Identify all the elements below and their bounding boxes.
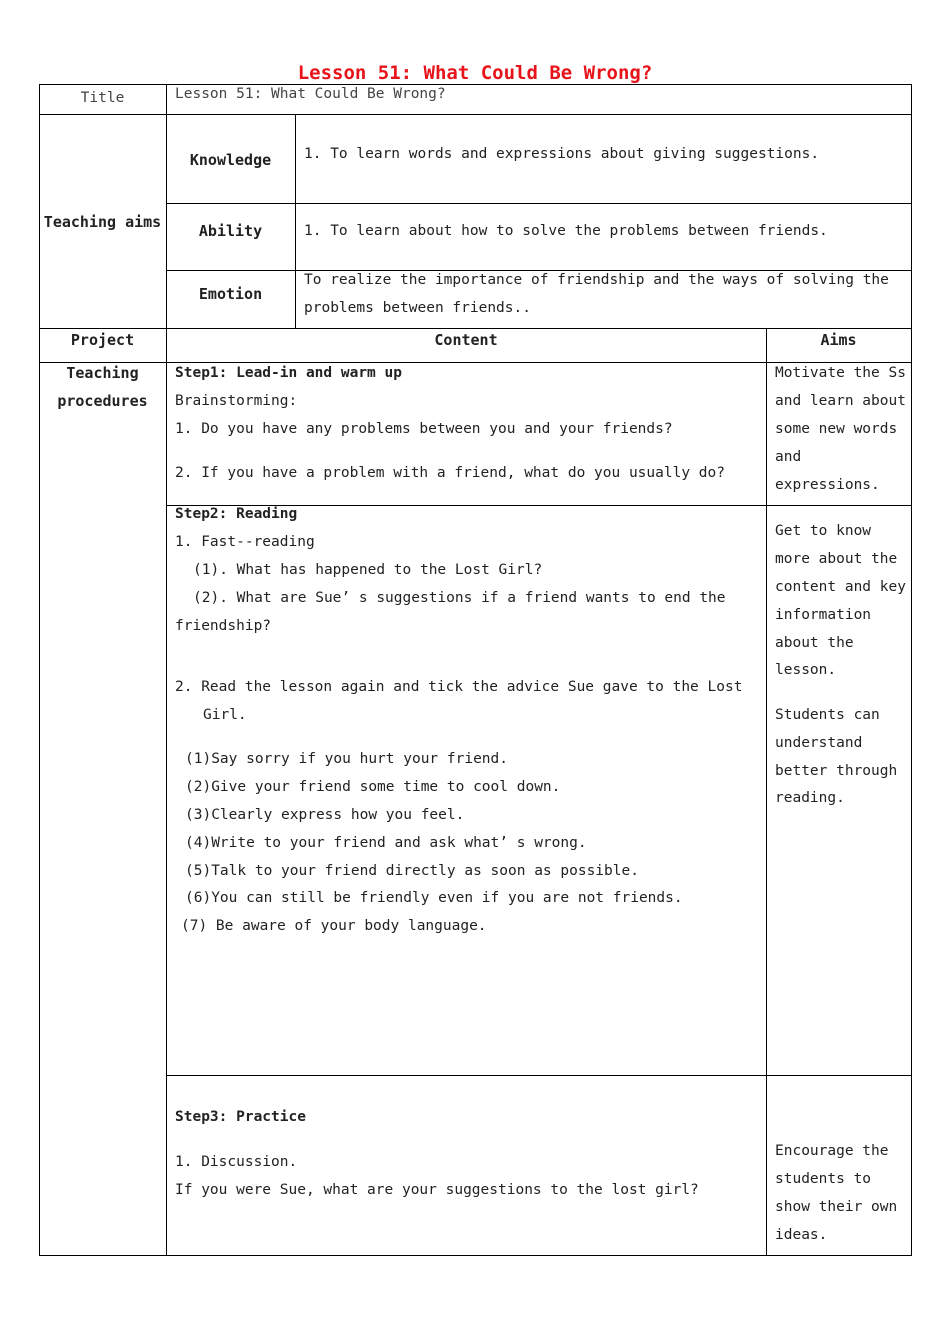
step1-question: 2. If you have a problem with a friend, what do you usually do? bbox=[175, 465, 725, 481]
step3-discussion: 1. Discussion. bbox=[175, 1154, 298, 1170]
step1-question: 1. Do you have any problems between you and your friends? bbox=[175, 421, 673, 437]
knowledge-label: Knowledge bbox=[189, 151, 272, 169]
table-border-bottom bbox=[39, 1255, 912, 1256]
emotion-text-line2: problems between friends.. bbox=[304, 300, 531, 316]
step1-subtitle: Brainstorming: bbox=[175, 393, 298, 409]
emotion-label: Emotion bbox=[198, 285, 263, 303]
table-border-right bbox=[911, 84, 912, 1256]
title-label: Title bbox=[80, 90, 125, 106]
ability-text: 1. To learn about how to solve the problems between friends. bbox=[304, 223, 828, 239]
step2-aims-line: information bbox=[775, 607, 872, 623]
step2-aims-line: reading. bbox=[775, 790, 845, 806]
advice-item: (7) Be aware of your body language. bbox=[181, 918, 487, 934]
advice-item: (1)Say sorry if you hurt your friend. bbox=[185, 751, 509, 767]
advice-item: (2)Give your friend some time to cool down. bbox=[185, 779, 561, 795]
step2-title: Step2: Reading bbox=[175, 506, 298, 522]
step3-aims-line: ideas. bbox=[775, 1227, 828, 1243]
step1-aims-line: Motivate the Ss bbox=[775, 365, 906, 381]
column-header-aims: Aims bbox=[820, 331, 857, 349]
step3-title: Step3: Practice bbox=[175, 1109, 306, 1125]
step2-reading-task: 2. Read the lesson again and tick the advice Sue gave to the Lost bbox=[175, 679, 743, 695]
step2-aims-line: about the bbox=[775, 635, 854, 651]
title-value: Lesson 51: What Could Be Wrong? bbox=[175, 86, 446, 102]
step2-fast-question-cont: friendship? bbox=[175, 618, 272, 634]
step1-aims-line: and learn about bbox=[775, 393, 906, 409]
column-divider bbox=[766, 328, 767, 1256]
step3-aims-line: show their own bbox=[775, 1199, 898, 1215]
advice-item: (3)Clearly express how you feel. bbox=[185, 807, 465, 823]
emotion-text-line1: To realize the importance of friendship and the ways of solving the bbox=[304, 272, 889, 288]
step3-aims-line: students to bbox=[775, 1171, 872, 1187]
step2-aims-line: Students can bbox=[775, 707, 880, 723]
row-divider bbox=[166, 1075, 912, 1076]
advice-item: (6)You can still be friendly even if you are not friends. bbox=[185, 890, 683, 906]
step3-aims-line: Encourage the bbox=[775, 1143, 889, 1159]
advice-item: (5)Talk to your friend directly as soon as possible. bbox=[185, 863, 639, 879]
advice-item: (4)Write to your friend and ask what’ s wrong. bbox=[185, 835, 587, 851]
step2-fast-reading: 1. Fast--reading bbox=[175, 534, 315, 550]
step2-aims-line: more about the bbox=[775, 551, 898, 567]
step2-aims-line: lesson. bbox=[775, 662, 837, 678]
step1-aims-line: some new words bbox=[775, 421, 898, 437]
column-header-project: Project bbox=[70, 331, 135, 349]
step2-aims-line: understand bbox=[775, 735, 863, 751]
row-divider bbox=[166, 203, 912, 204]
step3-discussion-question: If you were Sue, what are your suggestions to the lost girl? bbox=[175, 1182, 699, 1198]
step1-aims-line: expressions. bbox=[775, 477, 880, 493]
column-divider bbox=[166, 84, 167, 1256]
row-divider bbox=[39, 114, 912, 115]
column-header-content: Content bbox=[434, 331, 498, 349]
document-title: Lesson 51: What Could Be Wrong? bbox=[297, 62, 653, 84]
step2-aims-line: Get to know bbox=[775, 523, 872, 539]
step1-aims-line: and bbox=[775, 449, 802, 465]
table-border-left bbox=[39, 84, 40, 1256]
ability-label: Ability bbox=[198, 222, 263, 240]
step2-aims-line: content and key bbox=[775, 579, 906, 595]
step1-title: Step1: Lead-in and warm up bbox=[175, 365, 402, 381]
step2-fast-question: (1). What has happened to the Lost Girl? bbox=[193, 562, 543, 578]
step2-aims-line: better through bbox=[775, 763, 898, 779]
procedures-label-line2: procedures bbox=[57, 392, 148, 410]
step2-reading-task-cont: Girl. bbox=[203, 707, 247, 723]
knowledge-text: 1. To learn words and expressions about giving suggestions. bbox=[304, 146, 820, 162]
procedures-label-line1: Teaching bbox=[66, 364, 139, 382]
column-divider bbox=[295, 114, 296, 328]
teaching-aims-label: Teaching aims bbox=[43, 213, 162, 231]
table-border-top bbox=[39, 84, 912, 85]
step2-fast-question: (2). What are Sue’ s suggestions if a friend wants to end the bbox=[193, 590, 726, 606]
